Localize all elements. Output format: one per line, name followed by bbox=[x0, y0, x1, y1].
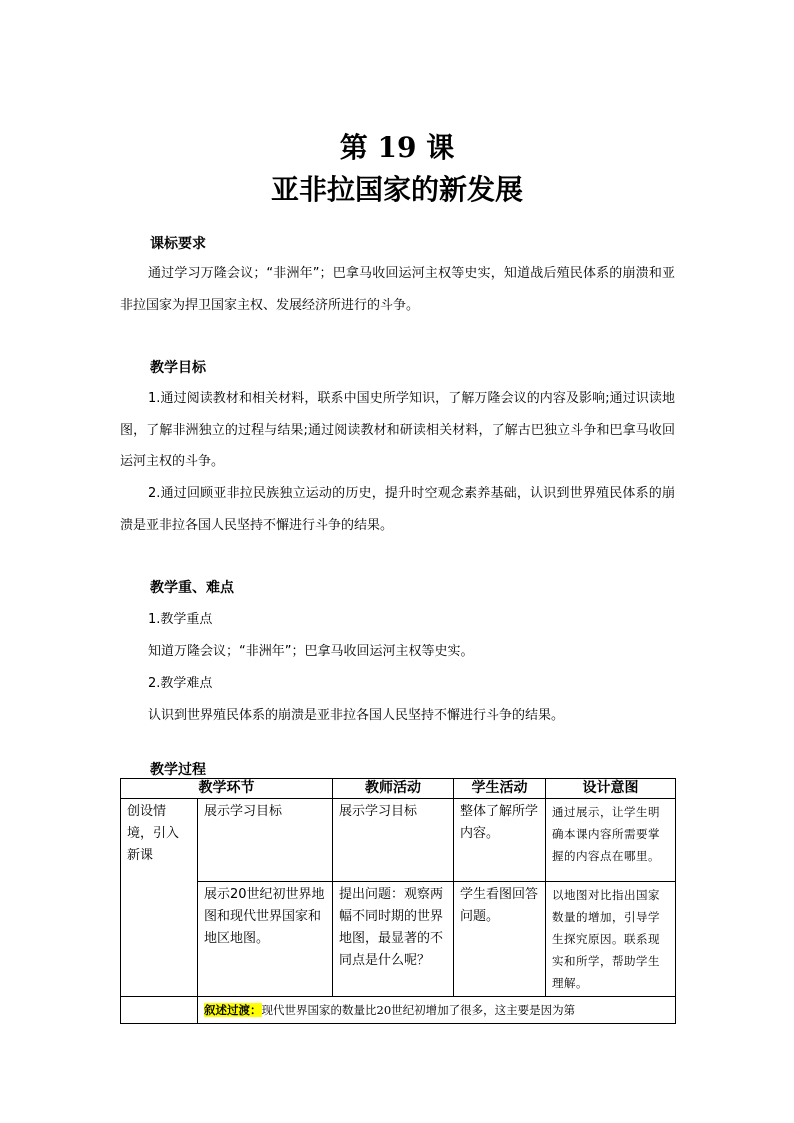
cell-empty bbox=[121, 997, 198, 1024]
table-header-row bbox=[121, 779, 676, 799]
transition-label: 叙述过渡： bbox=[204, 1003, 262, 1017]
heading-objectives: 教学目标 bbox=[150, 360, 206, 376]
lesson-title: 亚非拉国家的新发展 bbox=[270, 173, 523, 206]
header-intent: 设计意图 bbox=[546, 779, 676, 799]
key-point-label: 1.教学重点 bbox=[148, 612, 213, 627]
heading-key-points: 教学重、难点 bbox=[150, 580, 234, 596]
heading-process: 教学过程 bbox=[150, 762, 206, 778]
cell: 展示学习目标 bbox=[333, 799, 454, 882]
objective-2: 2.通过回顾亚非拉民族独立运动的历史，提升时空观念素养基础，认识到世界殖民体系的崩溃是亚非拉各国人民坚持不懈进行斗争的结果。 bbox=[120, 486, 675, 533]
cell: 展示20世纪初世界地图和现代世界国家和地区地图。 bbox=[198, 882, 333, 997]
cell: 通过展示，让学生明确本课内容所需要掌握的内容点在哪里。 bbox=[546, 799, 676, 882]
cell: 整体了解所学内容。 bbox=[454, 799, 546, 882]
table-row bbox=[121, 882, 676, 997]
requirements-text: 通过学习万隆会议；“非洲年”；巴拿马收回运河主权等史实，知道战后殖民体系的崩溃和亚非拉国家为捍卫国家主权、发展经济所进行的斗争。 bbox=[120, 266, 675, 313]
header-student: 学生活动 bbox=[454, 779, 546, 799]
cell: 以地图对比指出国家数量的增加，引导学生探究原因。联系现实和所学，帮助学生理解。 bbox=[546, 882, 676, 997]
header-teacher: 教师活动 bbox=[333, 779, 454, 799]
cell: 学生看图回答问题。 bbox=[454, 882, 546, 997]
key-point-text: 知道万隆会议；“非洲年”；巴拿马收回运河主权等史实。 bbox=[148, 644, 474, 659]
stage-cell: 创设情境，引入新课 bbox=[121, 799, 198, 997]
lesson-number: 第 19 课 bbox=[339, 131, 455, 164]
objective-1: 1.通过阅读教材和相关材料，联系中国史所学知识，了解万隆会议的内容及影响;通过识读地图，了解非洲独立的过程与结果;通过阅读教材和研读相关材料，了解古巴独立斗争和巴拿马收回运河主权的斗争。 bbox=[120, 391, 675, 469]
transition-cell bbox=[198, 997, 676, 1024]
table-row bbox=[121, 799, 676, 882]
table-row bbox=[121, 997, 676, 1024]
difficult-point-label: 2.教学难点 bbox=[148, 676, 213, 691]
cell: 展示学习目标 bbox=[198, 799, 333, 882]
cell: 提出问题：观察两幅不同时期的世界地图，最显著的不同点是什么呢？ bbox=[333, 882, 454, 997]
transition-text: 现代世界国家的数量比20世纪初增加了很多，这主要是因为第 bbox=[261, 1003, 576, 1017]
heading-requirements: 课标要求 bbox=[150, 236, 206, 252]
header-stage: 教学环节 bbox=[121, 779, 333, 799]
difficult-point-text: 认识到世界殖民体系的崩溃是亚非拉各国人民坚持不懈进行斗争的结果。 bbox=[148, 708, 565, 723]
process-table bbox=[120, 778, 676, 1024]
